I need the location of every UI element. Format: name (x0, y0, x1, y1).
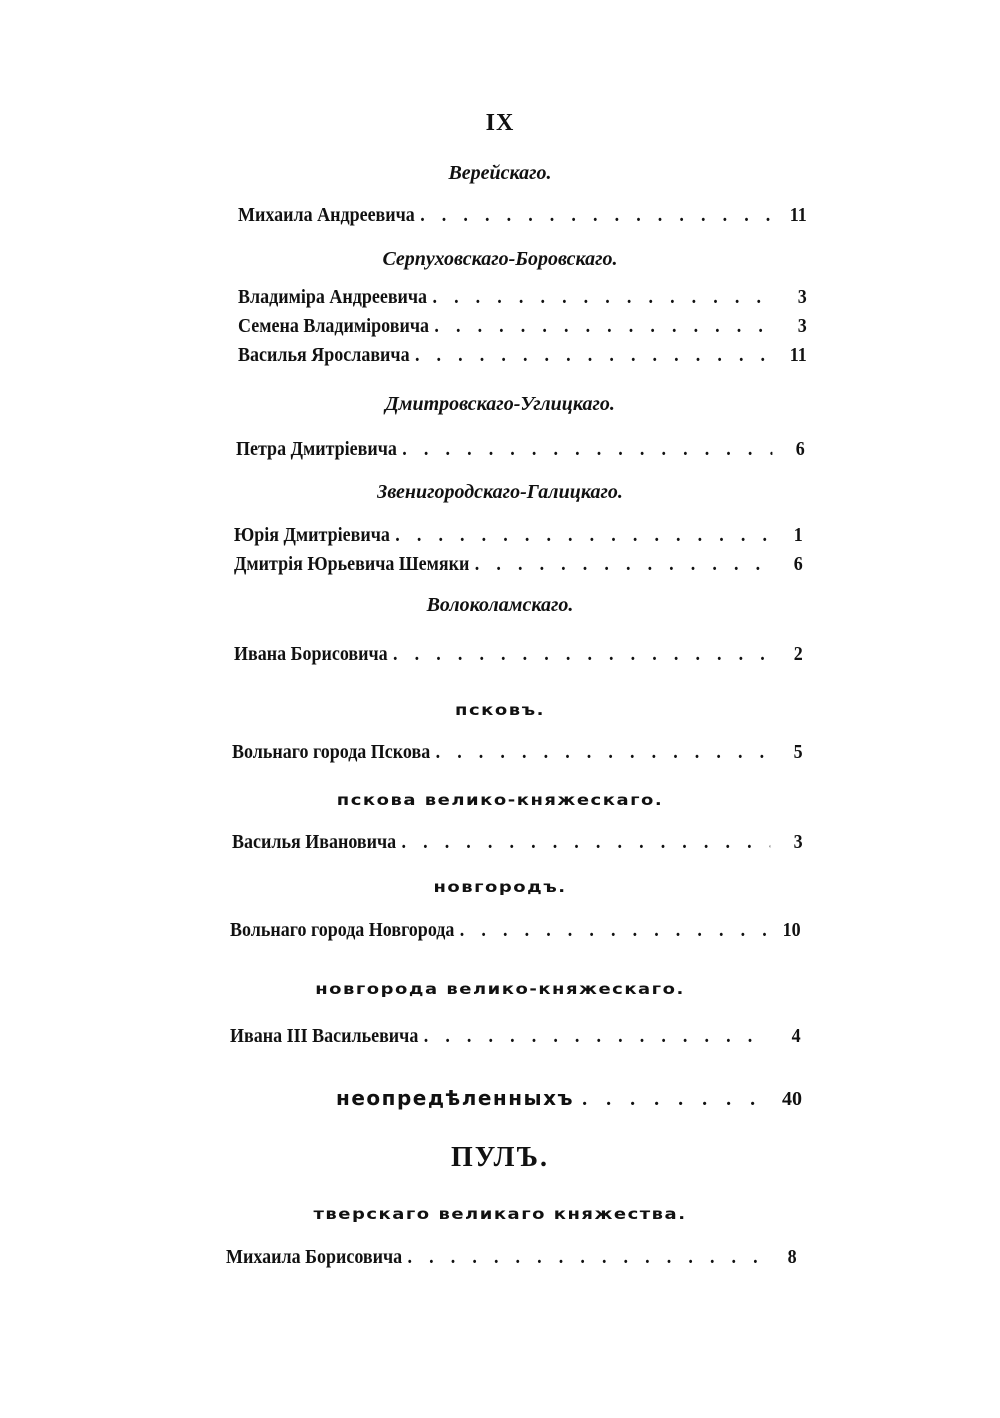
entry-count: 5 (793, 741, 803, 763)
entry-name: Михаила Андреевича (238, 204, 415, 226)
entry-count: 6 (793, 553, 803, 575)
entry-yury-dmitrievich (234, 524, 803, 547)
entry-pskov-city (232, 741, 803, 764)
entry-semen-vladimirovich (238, 315, 807, 338)
leader-dots (418, 1025, 768, 1048)
entry-vasily-ivanovich (232, 831, 803, 854)
entry-name: Василья Ярославича (238, 344, 410, 366)
leader-dots (430, 741, 770, 764)
entry-vladimir-andreevich (238, 286, 807, 309)
leader-dots (415, 204, 775, 227)
entry-name: Вольнаго города Пскова (232, 741, 431, 763)
entry-name: Владиміра Андреевича (238, 286, 428, 308)
undetermined-count: 40 (782, 1088, 802, 1110)
entry-count: 11 (789, 204, 807, 226)
heading-volokolamsk: Волоколамскаго. (426, 594, 574, 616)
entry-name: Вольнаго города Новгорода (230, 919, 455, 941)
leader-dots (574, 1088, 766, 1111)
leader-dots (402, 1246, 764, 1269)
entry-novgorod-city (230, 919, 801, 942)
entry-name: Ивана Борисовича (234, 643, 388, 665)
leader-dots (429, 315, 774, 338)
leader-dots (396, 831, 770, 854)
leader-dots (410, 344, 775, 367)
entry-count: 10 (782, 919, 801, 941)
leader-dots (397, 438, 773, 461)
heading-pskov-grand: пскова велико-княжескаго. (336, 791, 664, 810)
entry-count: 3 (797, 315, 807, 337)
entry-count: 4 (791, 1025, 801, 1047)
leader-dots (390, 524, 771, 547)
leader-dots (454, 919, 768, 942)
heading-dmitrov: Дмитровскаго-Углицкаго. (385, 393, 615, 415)
entry-count: 8 (787, 1246, 797, 1268)
entry-name: Юрія Дмитріевича (234, 524, 390, 546)
heading-tver-section: ПУЛЪ. (451, 1142, 549, 1173)
entry-petr-dmitrievich (236, 438, 805, 461)
entry-name: Петра Дмитріевича (236, 438, 397, 460)
heading-zvenigorod: Звенигородскаго-Галицкаго. (377, 481, 623, 503)
leader-dots (469, 553, 770, 576)
heading-tver: тверскаго великаго княжества. (313, 1205, 687, 1224)
entry-count: 1 (793, 524, 803, 546)
heading-novgorod: новгородъ. (433, 878, 567, 897)
entry-name: Михаила Борисовича (226, 1246, 403, 1268)
entry-name: Дмитрія Юрьевича Шемяки (234, 553, 470, 575)
entry-name: Семена Владиміровича (238, 315, 429, 337)
leader-dots (388, 643, 771, 666)
heading-novgorod-grand: новгорода велико-княжескаго. (315, 980, 685, 999)
heading-serpukhov: Серпуховскаго-Боровскаго. (382, 248, 618, 270)
entry-vasily-yaroslavich (238, 344, 807, 367)
entry-name: Ивана III Васильевича (230, 1025, 419, 1047)
heading-pskov: псковъ. (455, 701, 545, 720)
undetermined-label: неопредѣленныхъ (336, 1086, 575, 1110)
entry-name: Василья Ивановича (232, 831, 397, 853)
leader-dots (427, 286, 774, 309)
entry-ivan-borisovich (234, 643, 803, 666)
entry-dmitry-shemyaka (234, 553, 803, 576)
entry-mikhail-andreevich (238, 204, 807, 227)
page-number: IX (485, 110, 515, 136)
entry-mikhail-borisovich (226, 1246, 797, 1269)
entry-count: 6 (795, 438, 805, 460)
entry-ivan-iii (230, 1025, 801, 1048)
entry-count: 2 (793, 643, 803, 665)
entry-count: 3 (797, 286, 807, 308)
heading-vereisk: Верейскаго. (448, 162, 552, 184)
undetermined-total (336, 1086, 802, 1111)
entry-count: 3 (793, 831, 803, 853)
entry-count: 11 (789, 344, 807, 366)
